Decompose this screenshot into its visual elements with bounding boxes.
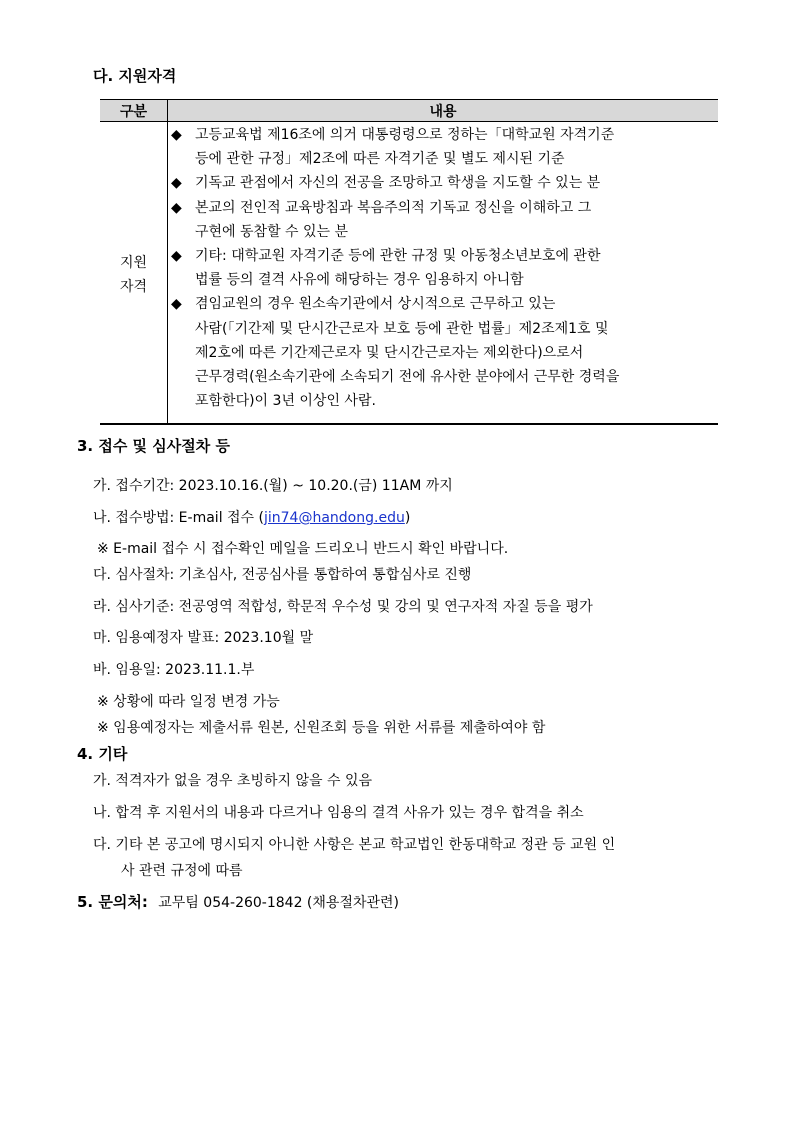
diamond-bullet-icon: ◆ xyxy=(171,127,182,143)
table-content-text: 포함한다)이 3년 이상인 사람. xyxy=(195,393,376,410)
contact-line xyxy=(77,891,399,912)
table-content-line xyxy=(171,221,348,241)
table-content-text: 기독교 관점에서 자신의 전공을 조망하고 학생을 지도할 수 있는 분 xyxy=(195,175,601,192)
note-email-confirmation: ※ E-mail 접수 시 접수확인 메일을 드리오니 반드시 확인 바랍니다. xyxy=(97,541,509,557)
table-content-line xyxy=(171,245,600,265)
review-procedure: 다. 심사절차: 기초심사, 전공심사를 통합하여 통합심사로 진행 xyxy=(93,567,472,583)
table-content-text: 겸임교원의 경우 원소속기관에서 상시적으로 근무하고 있는 xyxy=(195,296,556,313)
table-content-line xyxy=(171,390,376,410)
row-label-line2: 자격 xyxy=(119,279,148,295)
diamond-bullet-icon: ◆ xyxy=(171,296,182,313)
table-header-content: 내용 xyxy=(429,104,457,120)
application-method-suffix: ) xyxy=(404,510,411,526)
other-item-regulations-line1: 다. 기타 본 공고에 명시되지 아니한 사항은 본교 학교법인 한동대학교 정관 등 교원 인 xyxy=(93,837,616,853)
section-other-title: 4. 기타 xyxy=(77,745,128,763)
table-content-text: 사람(「기간제 및 단시간근로자 보호 등에 관한 법률」제2조제1호 및 xyxy=(195,320,609,337)
table-content-line xyxy=(171,172,600,192)
row-label-line1: 지원 xyxy=(119,255,148,271)
section-qualifications-title: 다. 지원자격 xyxy=(93,67,177,85)
table-content-text: 제2호에 따른 기간제근로자 및 단시간근로자는 제외한다)으로서 xyxy=(195,344,584,361)
application-method-label: 나. 접수방법: E-mail 접수 ( xyxy=(93,510,264,526)
note-submit-documents: ※ 임용예정자는 제출서류 원본, 신원조회 등을 위한 서류를 제출하여야 함 xyxy=(97,720,546,736)
table-content-line xyxy=(171,197,591,217)
table-bottom-border xyxy=(100,423,718,425)
other-item-regulations-line2: 사 관련 규정에 따름 xyxy=(121,863,243,879)
diamond-bullet-icon: ◆ xyxy=(171,248,182,264)
note-schedule-change: ※ 상황에 따라 일정 변경 가능 xyxy=(97,694,280,710)
section-application-title: 3. 접수 및 심사절차 등 xyxy=(77,437,230,455)
table-content-text: 기타: 대학교원 자격기준 등에 관한 규정 및 아동청소년보호에 관한 xyxy=(195,248,601,264)
table-content-line xyxy=(171,293,555,313)
table-content-text: 고등교육법 제16조에 의거 대통령령으로 정하는「대학교원 자격기준 xyxy=(195,127,615,143)
contact-info: 교무팀 054-260-1842 (채용절차관련) xyxy=(158,895,399,911)
table-content-line xyxy=(171,342,583,362)
announcement-date: 마. 임용예정자 발표: 2023.10월 말 xyxy=(93,630,314,646)
table-content-text: 구현에 동참할 수 있는 분 xyxy=(195,223,349,240)
diamond-bullet-icon: ◆ xyxy=(171,199,182,216)
table-content-line xyxy=(171,148,565,168)
table-header xyxy=(100,99,718,122)
review-criteria: 라. 심사기준: 전공영역 적합성, 학문적 우수성 및 강의 및 연구자적 자질 등을 평가 xyxy=(93,599,593,615)
contact-title: 5. 문의처: xyxy=(77,893,148,911)
table-content-line xyxy=(171,366,619,386)
column-divider xyxy=(167,99,168,424)
table-content-line xyxy=(171,269,524,289)
table-content-text: 법률 등의 결격 사유에 해당하는 경우 임용하지 아니함 xyxy=(195,272,524,289)
table-content-text: 근무경력(원소속기관에 소속되기 전에 유사한 분야에서 근무한 경력을 xyxy=(195,369,620,385)
other-item-no-candidate: 가. 적격자가 없을 경우 초빙하지 않을 수 있음 xyxy=(93,773,373,789)
table-content-line xyxy=(171,318,609,338)
table-header-category: 구분 xyxy=(119,104,148,120)
table-content-line xyxy=(171,124,614,144)
application-email-link[interactable]: jin74@handong.edu xyxy=(264,510,405,526)
table-content-text: 본교의 전인적 교육방침과 복음주의적 기독교 정신을 이해하고 그 xyxy=(195,199,592,216)
table-content-text: 등에 관한 규정」제2조에 따른 자격기준 및 별도 제시된 기준 xyxy=(195,151,565,168)
application-method xyxy=(93,507,410,527)
other-item-cancellation: 나. 합격 후 지원서의 내용과 다르거나 임용의 결격 사유가 있는 경우 합격을 취소 xyxy=(93,805,584,821)
appointment-date: 바. 임용일: 2023.11.1.부 xyxy=(93,662,255,678)
application-period: 가. 접수기간: 2023.10.16.(월) ~ 10.20.(금) 11AM 까지 xyxy=(93,478,453,494)
diamond-bullet-icon: ◆ xyxy=(171,175,182,192)
